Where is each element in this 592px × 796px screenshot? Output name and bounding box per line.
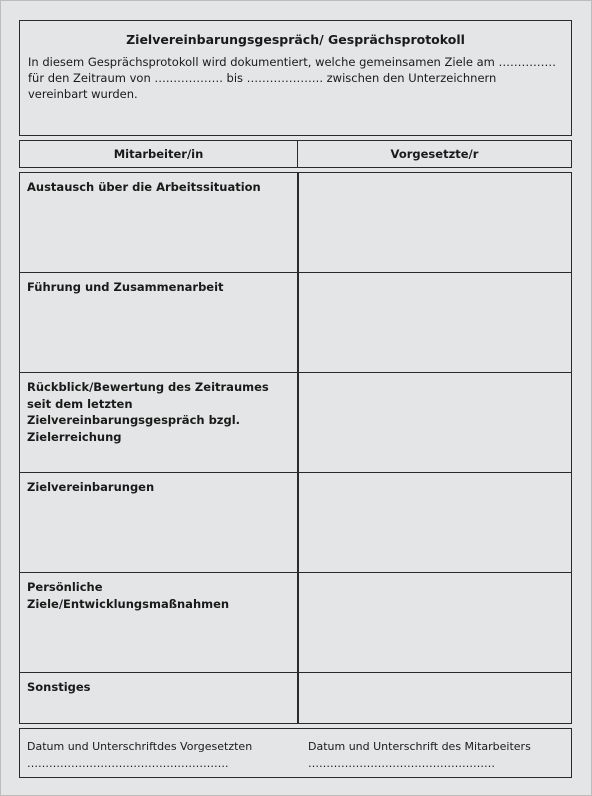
row-sonstiges: [20, 672, 571, 723]
row-label: Zielvereinbarungen: [27, 480, 155, 494]
signature-supervisor-line: ……………………………………………….: [27, 757, 229, 770]
row-zielvereinbarungen: [20, 472, 571, 572]
column-header-employee-label: Mitarbeiter/in: [113, 147, 204, 161]
row-label: Führung und Zusammenarbeit: [27, 280, 224, 294]
row-label: Sonstiges: [27, 680, 91, 694]
signature-box: [19, 728, 572, 778]
row-rueckblick: [20, 372, 571, 472]
header-box: [19, 20, 572, 136]
signature-employee-label: Datum und Unterschrift des Mitarbeiters: [308, 740, 531, 753]
signature-supervisor: [27, 738, 252, 772]
column-header-supervisor: [297, 140, 572, 168]
column-header-supervisor-label: Vorgesetzte/r: [390, 147, 479, 161]
document-title: Zielvereinbarungsgespräch/ Gesprächsprotokoll: [126, 32, 465, 47]
row-arbeitssituation: [20, 173, 571, 272]
protocol-grid: [19, 172, 572, 724]
row-label: Persönliche Ziele/Entwicklungsmaßnahmen: [27, 580, 230, 611]
row-label: Rückblick/Bewertung des Zeitraumes seit dem letzten Zielvereinbarungsgespräch bzgl. Zielerreichung: [27, 380, 269, 444]
signature-employee: [308, 738, 531, 772]
row-fuehrung: [20, 272, 571, 372]
row-label: Austausch über die Arbeitssituation: [27, 180, 261, 194]
intro-text: In diesem Gesprächsprotokoll wird dokumentiert, welche gemeinsamen Ziele am …………… für den Zeitraum von …..…………. bis ……………….. zwischen den Unterzeichnern vereinbart wurden.: [28, 55, 556, 101]
column-header-employee: [19, 140, 298, 168]
signature-employee-line: ……………………………………………: [308, 757, 495, 770]
signature-supervisor-label: Datum und Unterschriftdes Vorgesetzten: [27, 740, 253, 753]
row-persoenliche-ziele: [20, 572, 571, 672]
